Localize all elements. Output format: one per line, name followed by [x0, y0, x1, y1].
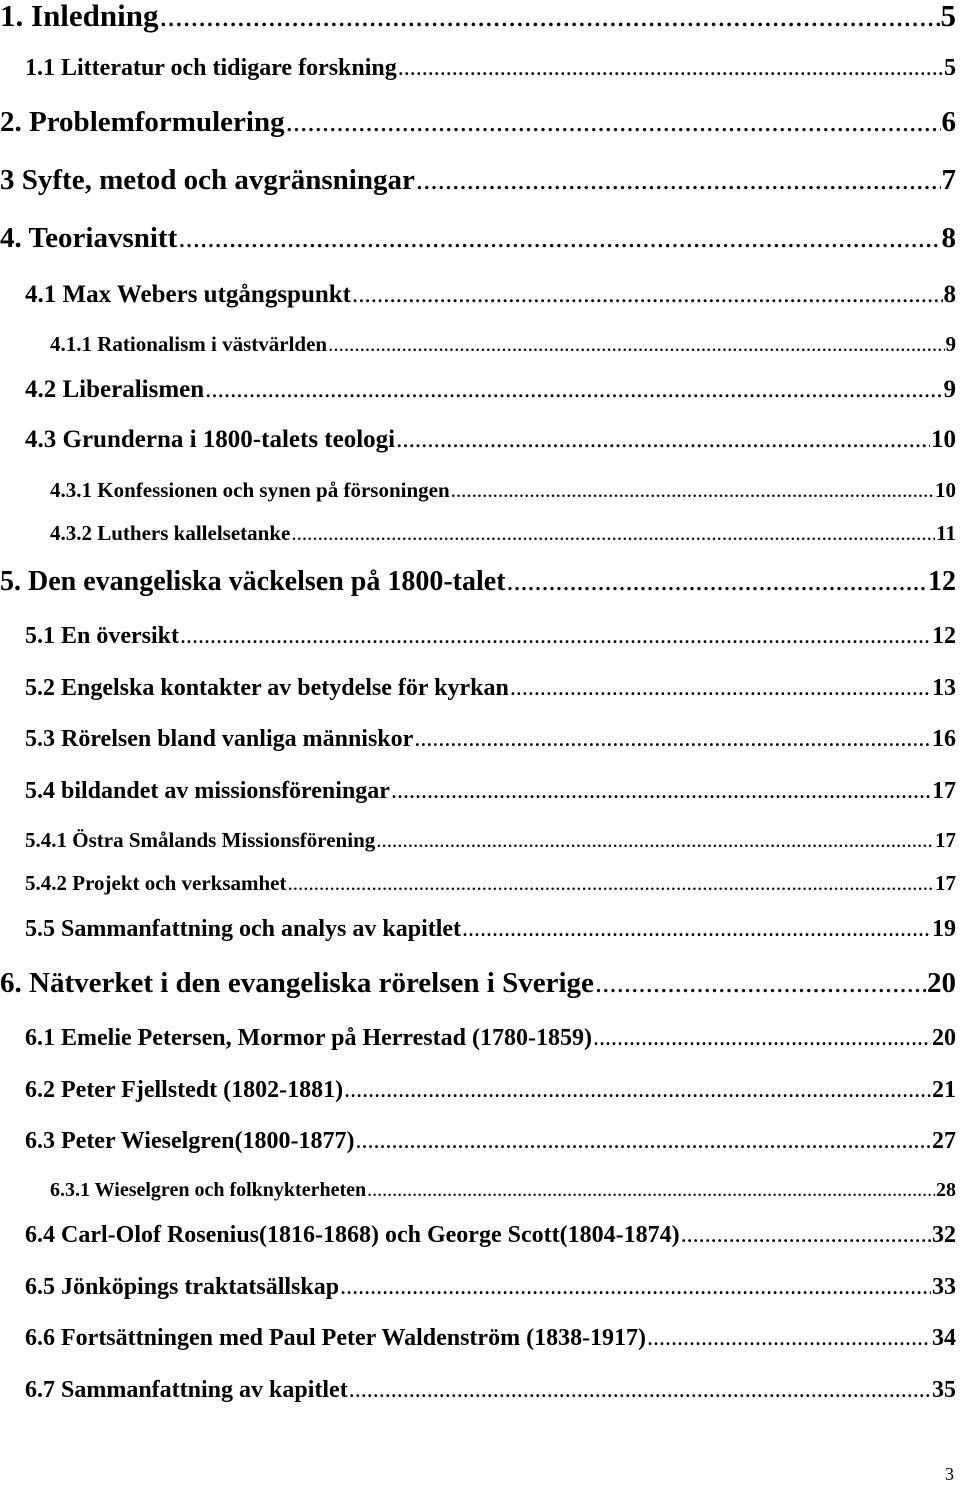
toc-entry-page-number: 20 [932, 1025, 956, 1051]
toc-entry-page-number: 8 [941, 222, 956, 254]
toc-entry[interactable] [0, 108, 956, 137]
toc-entry-title: 6.6 Fortsättningen med Paul Peter Waldenström (1838-1917) [25, 1325, 647, 1351]
toc-entry-title: 4. Teoriavsnitt [0, 222, 178, 254]
toc-entry-title: 5.1 En översikt [25, 623, 180, 649]
dot-leader [367, 1180, 935, 1200]
page-number: 3 [945, 1464, 954, 1484]
toc-entry-page-number: 17 [935, 828, 956, 852]
toc-entry-title: 5.4 bildandet av missionsföreningar [25, 778, 390, 804]
dot-leader [510, 676, 931, 700]
dot-leader [398, 56, 943, 80]
toc-entry-title: 1. Inledning [0, 0, 159, 33]
dot-leader [462, 917, 931, 941]
toc-entry-page-number: 17 [932, 778, 956, 804]
toc-entry[interactable] [25, 56, 956, 80]
toc-entry-title: 6.5 Jönköpings traktatsällskap [25, 1274, 340, 1300]
toc-entry-title: 4.1.1 Rationalism i västvärlden [50, 332, 328, 356]
toc-entry-page-number: 5 [940, 0, 956, 33]
dot-leader [340, 1275, 931, 1299]
toc-entry[interactable] [25, 1378, 956, 1402]
dot-leader [178, 224, 940, 253]
toc-entry[interactable] [25, 1078, 956, 1102]
toc-entry[interactable] [0, 166, 956, 195]
toc-entry-title: 6.4 Carl-Olof Rosenius(1816-1868) och George Scott(1804-1874) [25, 1222, 680, 1248]
toc-entry-title: 5.4.2 Projekt och verksamhet [25, 871, 287, 895]
toc-entry-title: 5.2 Engelska kontakter av betydelse för kyrkan [25, 675, 509, 701]
toc-entry-page-number: 9 [945, 332, 956, 356]
toc-entry-page-number: 9 [943, 376, 956, 403]
toc-entry-title: 6.1 Emelie Petersen, Mormor på Herrestad (1780-1859) [25, 1025, 592, 1051]
toc-entry[interactable] [25, 1326, 956, 1350]
toc-entry[interactable] [50, 480, 956, 501]
dot-leader [349, 1378, 931, 1402]
toc-entry-title: 4.3 Grunderna i 1800-talets teologi [25, 426, 396, 453]
dot-leader [416, 166, 941, 195]
toc-entry-page-number: 11 [936, 521, 956, 545]
toc-entry-page-number: 10 [931, 426, 956, 453]
toc-entry-page-number: 19 [932, 916, 956, 942]
toc-entry-page-number: 35 [932, 1377, 956, 1403]
toc-entry-page-number: 5 [944, 55, 956, 81]
dot-leader [414, 727, 931, 751]
toc-entry-title: 6.7 Sammanfattning av kapitlet [25, 1377, 348, 1403]
dot-leader [344, 1078, 931, 1102]
dot-leader [396, 427, 930, 452]
toc-entry-page-number: 32 [932, 1222, 956, 1248]
toc-entry-title: 4.2 Liberalismen [25, 376, 205, 403]
toc-entry-title: 6. Nätverket i den evangeliska rörelsen i Sverige [0, 967, 594, 999]
dot-leader [593, 1026, 931, 1050]
toc-entry-page-number: 16 [932, 726, 956, 752]
dot-leader [288, 873, 935, 894]
toc-entry[interactable] [25, 624, 956, 648]
toc-entry[interactable] [25, 676, 956, 700]
toc-entry-page-number: 6 [941, 106, 956, 138]
toc-entry-page-number: 34 [932, 1325, 956, 1351]
dot-leader [376, 830, 934, 851]
toc-entry-page-number: 10 [935, 478, 956, 502]
toc-entry-page-number: 12 [932, 623, 956, 649]
toc-entry[interactable] [50, 523, 956, 544]
toc-entry[interactable] [25, 377, 956, 402]
toc-entry[interactable] [25, 727, 956, 751]
toc-entry[interactable] [50, 334, 956, 355]
toc-entry-page-number: 7 [941, 164, 956, 196]
dot-leader [391, 779, 931, 803]
toc-entry-title: 3 Syfte, metod och avgränsningar [0, 164, 415, 196]
dot-leader [286, 108, 941, 137]
toc-entry[interactable] [0, 568, 956, 596]
toc-entry[interactable] [0, 224, 956, 253]
toc-entry-title: 5.4.1 Östra Smålands Missionsförening [25, 828, 376, 852]
dot-leader [595, 969, 926, 998]
toc-entry-title: 6.3 Peter Wieselgren(1800-1877) [25, 1128, 355, 1154]
toc-entry[interactable] [25, 1275, 956, 1299]
toc-entry-title: 4.3.1 Konfessionen och synen på försoningen [50, 478, 450, 502]
toc-entry-title: 5.3 Rörelsen bland vanliga människor [25, 726, 414, 752]
dot-leader [205, 377, 942, 402]
toc-entry-title: 4.1 Max Webers utgångspunkt [25, 281, 351, 308]
toc-entry[interactable] [0, 0, 956, 31]
dot-leader [451, 480, 934, 501]
dot-leader [681, 1223, 931, 1247]
dot-leader [507, 568, 927, 596]
toc-entry-title: 5. Den evangeliska väckelsen på 1800-talet [0, 566, 506, 597]
dot-leader [352, 282, 943, 307]
toc-entry[interactable] [25, 830, 956, 851]
dot-leader [160, 0, 940, 31]
toc-entry-page-number: 28 [936, 1179, 956, 1201]
toc-entry[interactable] [25, 779, 956, 803]
toc-entry[interactable] [25, 1026, 956, 1050]
toc-entry-title: 1.1 Litteratur och tidigare forskning [25, 55, 397, 81]
toc-entry-page-number: 17 [935, 871, 956, 895]
toc-entry[interactable] [50, 1180, 956, 1200]
toc-entry[interactable] [25, 427, 956, 452]
dot-leader [328, 334, 944, 355]
toc-entry-title: 5.5 Sammanfattning och analys av kapitlet [25, 916, 462, 942]
dot-leader [180, 624, 931, 648]
toc-entry[interactable] [25, 1223, 956, 1247]
toc-entry[interactable] [25, 873, 956, 894]
toc-entry[interactable] [0, 969, 956, 998]
toc-entry-page-number: 12 [928, 566, 956, 597]
toc-entry-page-number: 8 [943, 281, 956, 308]
toc-entry[interactable] [25, 917, 956, 941]
toc-entry-title: 6.2 Peter Fjellstedt (1802-1881) [25, 1077, 344, 1103]
dot-leader [291, 523, 935, 544]
toc-entry-page-number: 20 [927, 967, 956, 999]
toc-entry-page-number: 21 [932, 1077, 956, 1103]
toc-entry-title: 2. Problemformulering [0, 106, 285, 138]
toc-entry-page-number: 27 [932, 1128, 956, 1154]
dot-leader [647, 1326, 931, 1350]
toc-entry-title: 6.3.1 Wieselgren och folknykterheten [50, 1179, 367, 1201]
toc-entry-page-number: 13 [932, 675, 956, 701]
toc-entry[interactable] [25, 1129, 956, 1153]
toc-entry[interactable] [25, 282, 956, 307]
dot-leader [355, 1129, 931, 1153]
toc-entry-page-number: 33 [932, 1274, 956, 1300]
toc-entry-title: 4.3.2 Luthers kallelsetanke [50, 521, 291, 545]
